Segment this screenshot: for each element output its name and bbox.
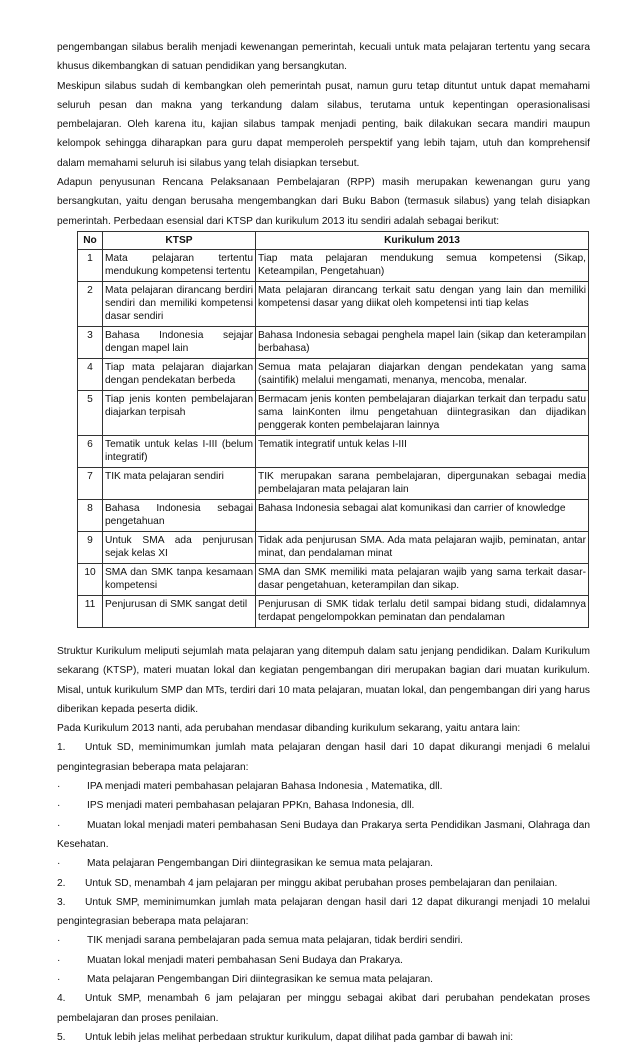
list-text: TIK menjadi sarana pembelajaran pada semua mata pelajaran, tidak berdiri sendiri. (87, 935, 464, 947)
header-kurikulum-2013: Kurikulum 2013 (256, 231, 589, 249)
list-item (57, 1028, 590, 1047)
table-row (78, 390, 589, 435)
k13-cell: Bahasa Indonesia sebagai alat komunikasi dan carrier of knowledge (256, 499, 589, 531)
table-row (78, 358, 589, 390)
list-item (57, 970, 590, 989)
ktsp-cell: Untuk SMA ada penjurusan sejak kelas XI (103, 531, 256, 563)
paragraph-kajian-silabus: Meskipun silabus sudah di kembangkan oleh pemerintah pusat, namun guru tetap dituntut untuk dapat memahami seluruh pesan dan makna yang terkandung dalam silabus, terutama untuk kepentingan operasionalisasi pembelajaran. Oleh karena itu, kajian silabus tampak menjadi penting, baik dilakukan secara mandiri maupun kelompok sehingga diharapkan para guru dapat memperoleh perspektif yang lebih tajam, utuh dan komprehensif dalam memahami seluruh isi silabus yang telah disiapkan tersebut. (57, 80, 590, 169)
list-item (57, 874, 590, 893)
list-item (57, 989, 590, 1028)
paragraph-struktur-kurikulum: Struktur Kurikulum meliputi sejumlah mata pelajaran yang ditempuh dalam satu jenjang pendidikan. Dalam Kurikulum sekarang (KTSP), materi muatan lokal dan kegiatan pengembangan diri merupakan bagian dari muatan kurikulum. Misal, untuk kurikulum SMP dan MTs, terdiri dari 10 mata pelajaran, muatan lokal, dan pengembangan diri yang harus diberikan kepada peserta didik. (57, 645, 590, 715)
list-text: Untuk SD, menambah 4 jam pelajaran per minggu akibat perubahan proses pembelajaran dan penilaian. (85, 877, 558, 889)
table-row (78, 249, 589, 281)
ktsp-cell: Tiap mata pelajaran diajarkan dengan pendekatan berbeda (103, 358, 256, 390)
row-number: 11 (78, 595, 103, 627)
row-number: 7 (78, 467, 103, 499)
list-marker: 1. (57, 742, 66, 754)
k13-cell: Tematik integratif untuk kelas I-III (256, 435, 589, 467)
list-marker: · (57, 800, 61, 812)
table-row (78, 467, 589, 499)
list-marker: · (57, 974, 61, 986)
list-item (57, 816, 590, 855)
row-number: 10 (78, 563, 103, 595)
list-item (57, 951, 590, 970)
paragraph-intro-2013: Pada Kurikulum 2013 nanti, ada perubahan mendasar dibanding kurikulum sekarang, yaitu antara lain: (57, 723, 521, 735)
ktsp-cell: Tiap jenis konten pembelajaran diajarkan terpisah (103, 390, 256, 435)
ktsp-cell: Mata pelajaran dirancang berdiri sendiri dan memiliki kompetensi dasar sendiri (103, 281, 256, 326)
table-row (78, 595, 589, 627)
list-item (57, 854, 590, 873)
list-text: Mata pelajaran Pengembangan Diri diintegrasikan ke semua mata pelajaran. (87, 974, 434, 986)
list-item (57, 796, 590, 815)
k13-cell: Mata pelajaran dirancang terkait satu dengan yang lain dan memiliki kompetensi dasar yang diikat oleh kompetensi inti tiap kelas (256, 281, 589, 326)
ktsp-cell: Bahasa Indonesia sejajar dengan mapel lain (103, 326, 256, 358)
row-number: 4 (78, 358, 103, 390)
header-no: No (78, 231, 103, 249)
ktsp-cell: TIK mata pelajaran sendiri (103, 467, 256, 499)
row-number: 8 (78, 499, 103, 531)
list-marker: 5. (57, 1031, 66, 1043)
k13-cell: Tiap mata pelajaran mendukung semua kompetensi (Sikap, Keteampilan, Pengetahuan) (256, 249, 589, 281)
ktsp-cell: Mata pelajaran tertentu mendukung kompetensi tertentu (103, 249, 256, 281)
ktsp-cell: Penjurusan di SMK sangat detil (103, 595, 256, 627)
list-marker: 4. (57, 993, 66, 1005)
table-row (78, 435, 589, 467)
table-row (78, 326, 589, 358)
ktsp-cell: SMA dan SMK tanpa kesamaan kompetensi (103, 563, 256, 595)
list-item (57, 893, 590, 932)
list-marker: · (57, 858, 61, 870)
document-page (57, 38, 590, 1047)
k13-cell: Bermacam jenis konten pembelajaran diajarkan terkait dan terpadu satu sama lainKonten ilmu pengetahuan diintegrasikan dan dijadikan penggerak konten pembelajaran lainnya (256, 390, 589, 435)
table-row (78, 563, 589, 595)
row-number: 9 (78, 531, 103, 563)
list-text: Untuk SMP, meminimumkan jumlah mata pelajaran dengan hasil dari 12 dapat dikurangi menjadi 10 melalui pengintegrasian beberapa mata pelajaran: (57, 896, 590, 928)
k13-cell: TIK merupakan sarana pembelajaran, dipergunakan sebagai media pembelajaran mata pelajaran lain (256, 467, 589, 499)
list-text: Untuk lebih jelas melihat perbedaan struktur kurikulum, dapat dilihat pada gambar di bawah ini: (85, 1031, 514, 1043)
row-number: 1 (78, 249, 103, 281)
list-text: Mata pelajaran Pengembangan Diri diintegrasikan ke semua mata pelajaran. (87, 858, 434, 870)
list-text: Untuk SD, meminimumkan jumlah mata pelajaran dengan hasil dari 10 dapat dikurangi menjadi 6 melalui pengintegrasian beberapa mata pelajaran: (57, 742, 590, 773)
header-ktsp: KTSP (103, 231, 256, 249)
list-text: Untuk SMP, menambah 6 jam pelajaran per minggu sebagai akibat dari perubahan pendekatan proses pembelajaran dan proses penilaian. (57, 993, 590, 1024)
table-row (78, 281, 589, 326)
list-item (57, 931, 590, 950)
paragraph-rpp: Adapun penyusunan Rencana Pelaksanaan Pembelajaran (RPP) masih merupakan kewenangan guru yang bersangkutan, yaitu dengan berusaha mengembangkan dari Buku Babon (termasuk silabus) yang telah disiapkan pemerintah. Perbedaan esensial dari KTSP dan kurikulum 2013 itu sendiri adalah sebagai berikut: (57, 177, 590, 227)
row-number: 5 (78, 390, 103, 435)
list-marker: 2. (57, 877, 66, 889)
list-text: IPS menjadi materi pembahasan pelajaran PPKn, Bahasa Indonesia, dll. (87, 800, 415, 812)
list-marker: · (57, 935, 61, 947)
ktsp-cell: Bahasa Indonesia sebagai pengetahuan (103, 499, 256, 531)
table-row (78, 531, 589, 563)
list-item (57, 738, 590, 777)
list-item (57, 777, 590, 796)
list-text: Muatan lokal menjadi materi pembahasan Seni Budaya dan Prakarya. (87, 954, 403, 966)
table-header-row (78, 231, 589, 249)
paragraph-silabus-kewenangan: pengembangan silabus beralih menjadi kewenangan pemerintah, kecuali untuk mata pelajaran tertentu yang secara khusus dikembangkan di satuan pendidikan yang bersangkutan. (57, 42, 590, 73)
ktsp-cell: Tematik untuk kelas I-III (belum integratif) (103, 435, 256, 467)
k13-cell: Penjurusan di SMK tidak terlalu detil sampai bidang studi, didalamnya terdapat pengelompokkan peminatan dan pendalaman (256, 595, 589, 627)
row-number: 2 (78, 281, 103, 326)
list-marker: · (57, 781, 61, 793)
k13-cell: SMA dan SMK memiliki mata pelajaran wajib yang sama terkait dasar-dasar pengetahuan, keterampilan dan sikap. (256, 563, 589, 595)
list-marker: 3. (57, 896, 66, 908)
list-text: IPA menjadi materi pembahasan pelajaran Bahasa Indonesia , Matematika, dll. (87, 781, 443, 793)
k13-cell: Semua mata pelajaran diajarkan dengan pendekatan yang sama (saintifik) melalui mengamati, menanya, mencoba, menalar. (256, 358, 589, 390)
k13-cell: Bahasa Indonesia sebagai penghela mapel lain (sikap dan keterampilan berbahasa) (256, 326, 589, 358)
table-row (78, 499, 589, 531)
row-number: 3 (78, 326, 103, 358)
list-marker: · (57, 954, 61, 966)
row-number: 6 (78, 435, 103, 467)
comparison-table (77, 231, 589, 628)
k13-cell: Tidak ada penjurusan SMA. Ada mata pelajaran wajib, peminatan, antar minat, dan pendalaman minat (256, 531, 589, 563)
list-marker: · (57, 819, 61, 831)
list-text: Muatan lokal menjadi materi pembahasan Seni Budaya dan Prakarya serta Pendidikan Jasmani, Olahraga dan Kesehatan. (57, 819, 590, 850)
